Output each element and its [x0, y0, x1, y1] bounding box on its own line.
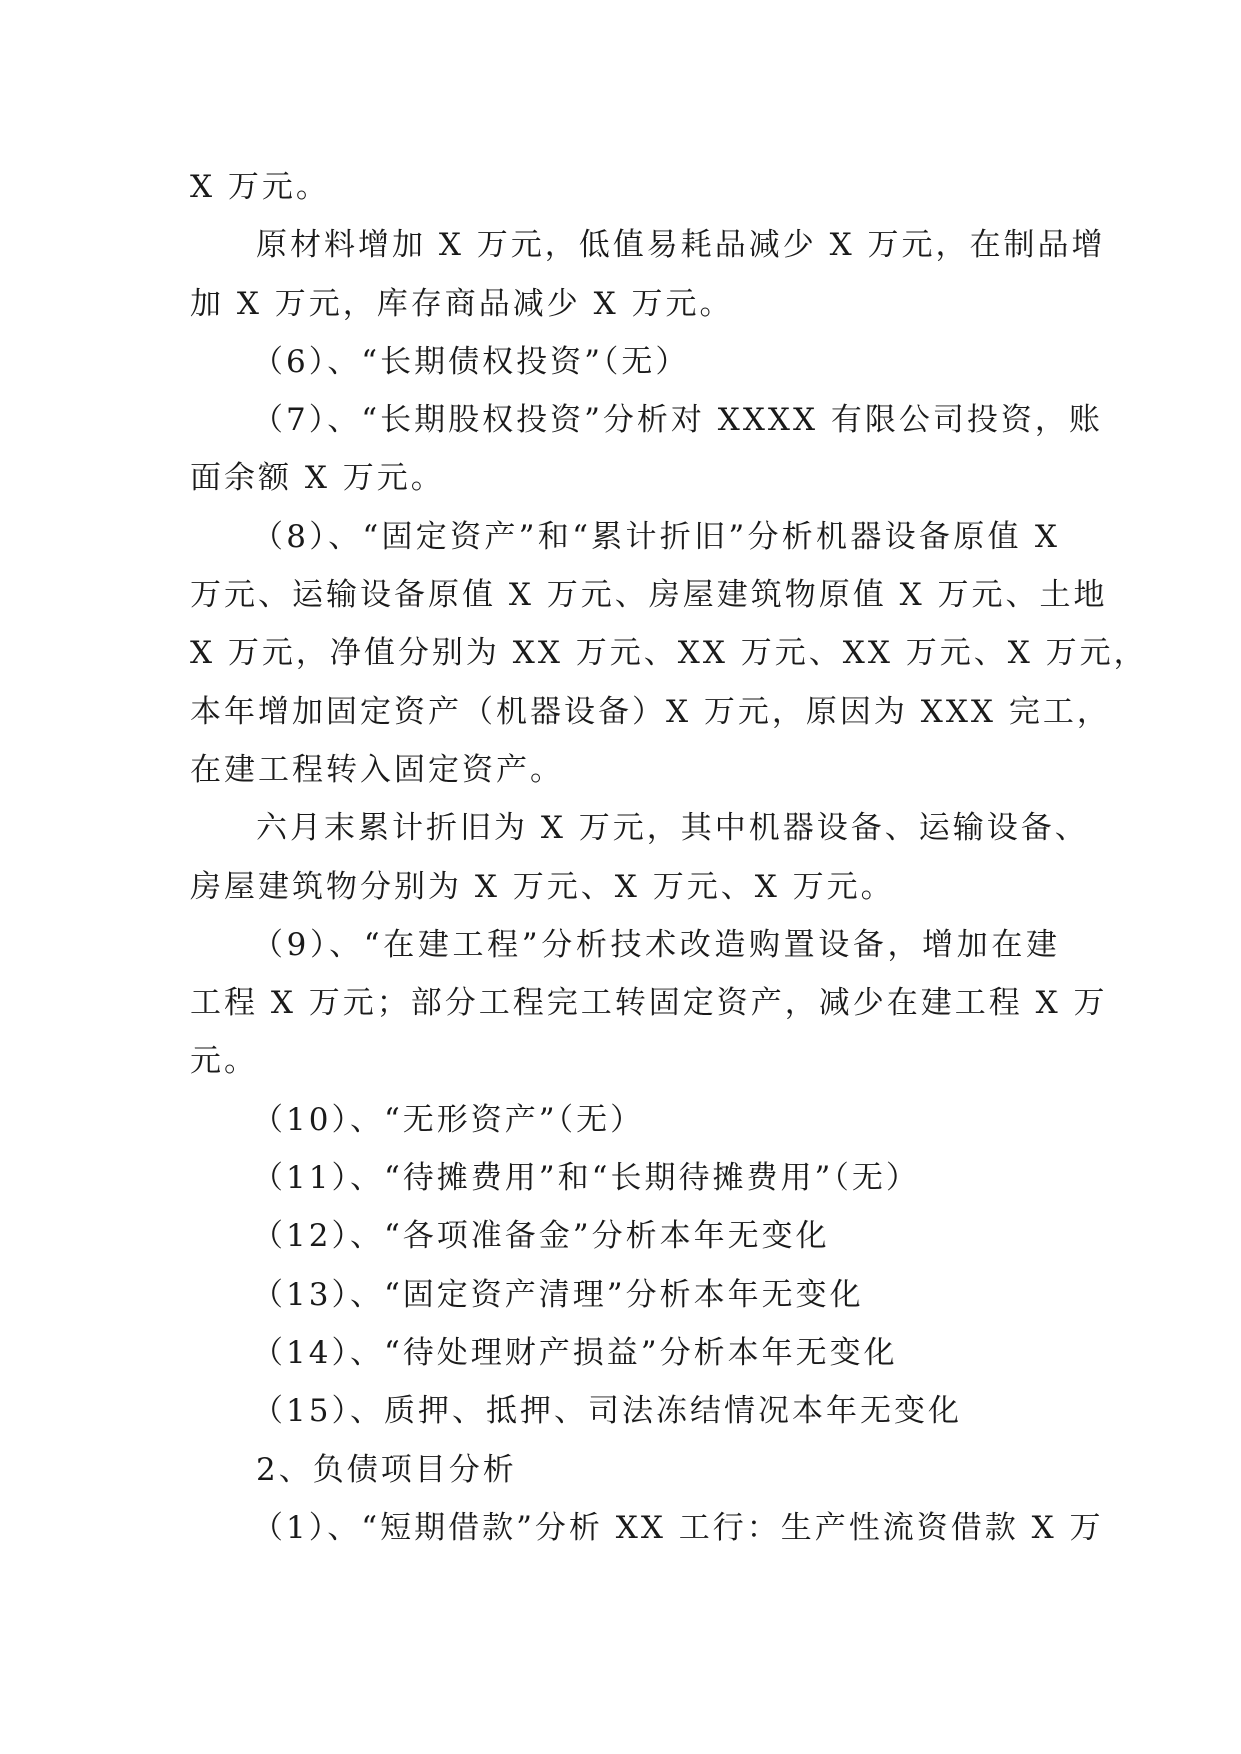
text-line: 工程 X 万元；部分工程完工转固定资产，减少在建工程 X 万 — [190, 985, 1108, 1022]
text-line: （10）、“无形资产”（无） — [252, 1101, 645, 1138]
text-line: （15）、质押、抵押、司法冻结情况本年无变化 — [252, 1393, 962, 1430]
text-line: （6）、“长期债权投资”（无） — [252, 343, 690, 380]
text-line: X 万元，净值分别为 XX 万元、XX 万元、XX 万元、X 万元， — [190, 635, 1148, 672]
text-line: 万元、运输设备原值 X 万元、房屋建筑物原值 X 万元、土地 — [190, 577, 1108, 614]
text-line: （8）、“固定资产”和“累计折旧”分析机器设备原值 X — [252, 518, 1060, 555]
text-line: 在建工程转入固定资产。 — [190, 751, 564, 788]
text-line: （7）、“长期股权投资”分析对 XXXX 有限公司投资，账 — [252, 402, 1103, 439]
text-line: 面余额 X 万元。 — [190, 460, 445, 497]
text-line: （9）、“在建工程”分析技术改造购置设备，增加在建 — [252, 926, 1060, 963]
text-line: （11）、“待摊费用”和“长期待摊费用”（无） — [252, 1160, 920, 1197]
text-line: 加 X 万元，库存商品减少 X 万元。 — [190, 285, 734, 322]
text-line: 六月末累计折旧为 X 万元，其中机器设备、运输设备、 — [256, 810, 1089, 847]
text-line: X 万元。 — [190, 169, 330, 205]
text-line: 本年增加固定资产（机器设备）X 万元，原因为 XXX 完工， — [190, 693, 1111, 730]
section-heading: 2、负债项目分析 — [256, 1451, 517, 1488]
text-line: （13）、“固定资产清理”分析本年无变化 — [252, 1276, 864, 1313]
text-line: 房屋建筑物分别为 X 万元、X 万元、X 万元。 — [190, 868, 895, 905]
text-line: 元。 — [190, 1043, 258, 1080]
text-line: （1）、“短期借款”分析 XX 工行：生产性流资借款 X 万 — [252, 1509, 1104, 1546]
text-line: （14）、“待处理财产损益”分析本年无变化 — [252, 1334, 898, 1371]
text-line: （12）、“各项准备金”分析本年无变化 — [252, 1218, 830, 1255]
document-body — [190, 158, 1148, 1557]
text-line: 原材料增加 X 万元，低值易耗品减少 X 万元，在制品增 — [256, 227, 1106, 264]
